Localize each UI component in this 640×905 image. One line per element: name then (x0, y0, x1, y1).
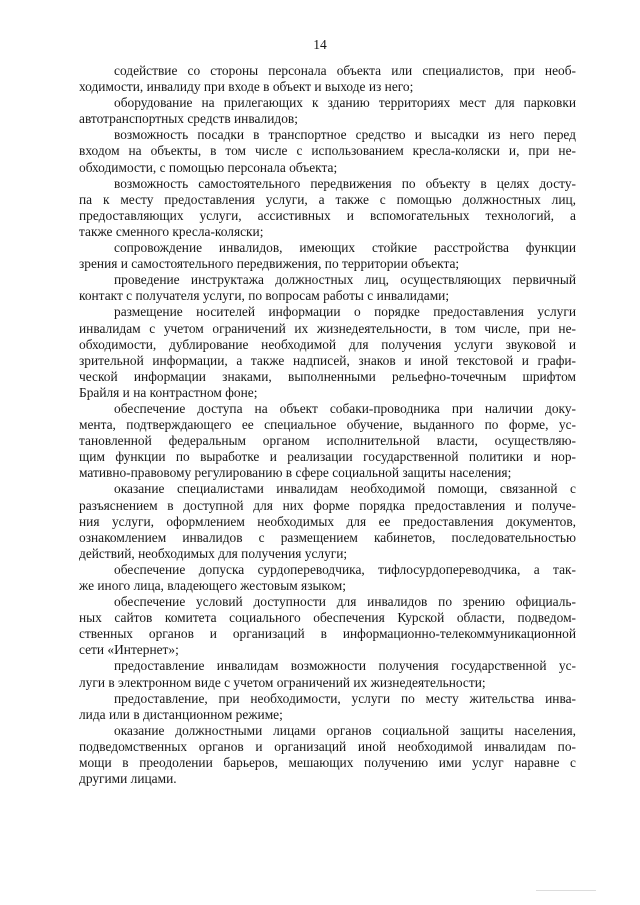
paragraph-line: тановленной федеральным органом исполнительной власти, осуществляю- (79, 433, 576, 449)
paragraph-line: проведение инструктажа должностных лиц, осуществляющих первичный (114, 272, 576, 288)
paragraph-line: размещение носителей информации о порядке предоставления услуги (114, 304, 576, 320)
paragraph-line: мощи в преодолении барьеров, мешающих получению ими услуг наравне с (79, 755, 576, 771)
paragraph-line: лида или в дистанционном режиме; (79, 706, 283, 722)
paragraph-line: обеспечение доступа на объект собаки-проводника при наличии доку- (114, 400, 576, 416)
paragraph-line: щим функции по выработке и реализации государственной политики и нор- (79, 449, 576, 465)
paragraph-line: предоставление инвалидам возможности получения государственной ус- (114, 658, 576, 674)
paragraph-line: ния услуги, оформлением необходимых для ее предоставления документов, (79, 513, 576, 529)
paragraph-line: автотранспортных средств инвалидов; (79, 111, 298, 127)
paragraph-line: инвалидам с учетом ограничений их жизнедеятельности, в том числе, при не- (79, 320, 576, 336)
paragraph-line: содействие со стороны персонала объекта или специалистов, при необ- (114, 63, 576, 78)
paragraph-line: оказание специалистами инвалидам необходимой помощи, связанной с (114, 481, 576, 497)
paragraph-line: обходимости, с помощью персонала объекта; (79, 159, 338, 175)
paragraph-line: другими лицами. (79, 771, 177, 787)
paragraph-line: же иного лица, владеющего жестовым языком; (79, 578, 346, 593)
paragraph-line: предоставление, при необходимости, услуги по месту жительства инва- (114, 690, 576, 706)
paragraph-line: луги в электронном виде с учетом ограничений их жизнедеятельности; (79, 674, 486, 690)
paragraph-line: обеспечение условий доступности для инвалидов по зрению официаль- (114, 594, 576, 610)
paragraph-line: сопровождение инвалидов, имеющих стойкие расстройства функции (114, 240, 576, 256)
paragraph (79, 658, 576, 690)
paragraph-line: Брайля и на контрастном фоне; (79, 384, 258, 400)
document-body (79, 63, 576, 787)
paragraph-line: контакт с получателя услуги, по вопросам работы с инвалидами; (79, 288, 450, 304)
paragraph (79, 481, 576, 561)
paragraph-line: мативно-правовому регулированию в сфере социальной защиты населения; (79, 465, 512, 481)
paragraph-line: входом на объекты, в том числе с использованием кресла-коляски и, при не- (79, 143, 576, 159)
paragraph-line: обходимости, дублирование необходимой для получения услуги звуковой и (79, 336, 576, 352)
paragraph (79, 272, 576, 304)
scan-edge-mark (536, 890, 596, 891)
paragraph-line: ознакомлением инвалидов с размещением кабинетов, последовательностью (79, 529, 576, 545)
paragraph-line: оказание должностными лицами органов социальной защиты населения, (114, 722, 576, 738)
paragraph (79, 63, 576, 95)
paragraph-line: действий, необходимых для получения услуги; (79, 545, 348, 561)
paragraph-line: также сменного кресла-коляски; (79, 223, 264, 239)
paragraph-line: мента, подтверждающего ее специальное обучение, выданного по форме, ус- (79, 417, 576, 433)
paragraph (79, 95, 576, 127)
paragraph (79, 691, 576, 723)
paragraph-line: возможность самостоятельного передвижения по объекту в целях досту- (114, 175, 576, 191)
paragraph-line: ственных органов и организаций в информационно-телекоммуникационной (79, 626, 576, 642)
paragraph-line: зрения и самостоятельного передвижения, по территории объекта; (79, 256, 460, 272)
paragraph (79, 127, 576, 175)
paragraph-line: ных сайтов комитета социального обеспечения Курской области, подведом- (79, 610, 576, 626)
paragraph-line: разъяснением в доступной для них форме порядка предоставления и получе- (79, 497, 576, 513)
paragraph-line: па к месту предоставления услуги, а также с помощью должностных лиц, (79, 191, 576, 207)
paragraph-line: обеспечение допуска сурдопереводчика, тифлосурдопереводчика, а так- (114, 561, 576, 577)
page-number: 14 (313, 37, 327, 52)
paragraph (79, 562, 576, 594)
paragraph (79, 723, 576, 787)
paragraph-line: предоставляющих услуги, ассистивных и вспомогательных технологий, а (79, 207, 576, 223)
paragraph-line: зрительной информации, а также надписей, знаков и иной текстовой и графи- (79, 352, 576, 368)
paragraph (79, 176, 576, 240)
paragraph-line: ходимости, инвалиду при входе в объект и выходе из него; (79, 79, 414, 95)
paragraph-line: ческой информации знаками, выполненными рельефно-точечным шрифтом (79, 368, 576, 384)
paragraph (79, 304, 576, 401)
paragraph-line: сети «Интернет»; (79, 642, 179, 658)
paragraph (79, 594, 576, 658)
paragraph-line: оборудование на прилегающих к зданию территориях мест для парковки (114, 95, 576, 111)
paragraph-line: подведомственных органов и организаций иной необходимой инвалидам по- (79, 738, 576, 754)
paragraph (79, 240, 576, 272)
paragraph-line: возможность посадки в транспортное средство и высадки из него перед (114, 127, 576, 143)
paragraph (79, 401, 576, 481)
